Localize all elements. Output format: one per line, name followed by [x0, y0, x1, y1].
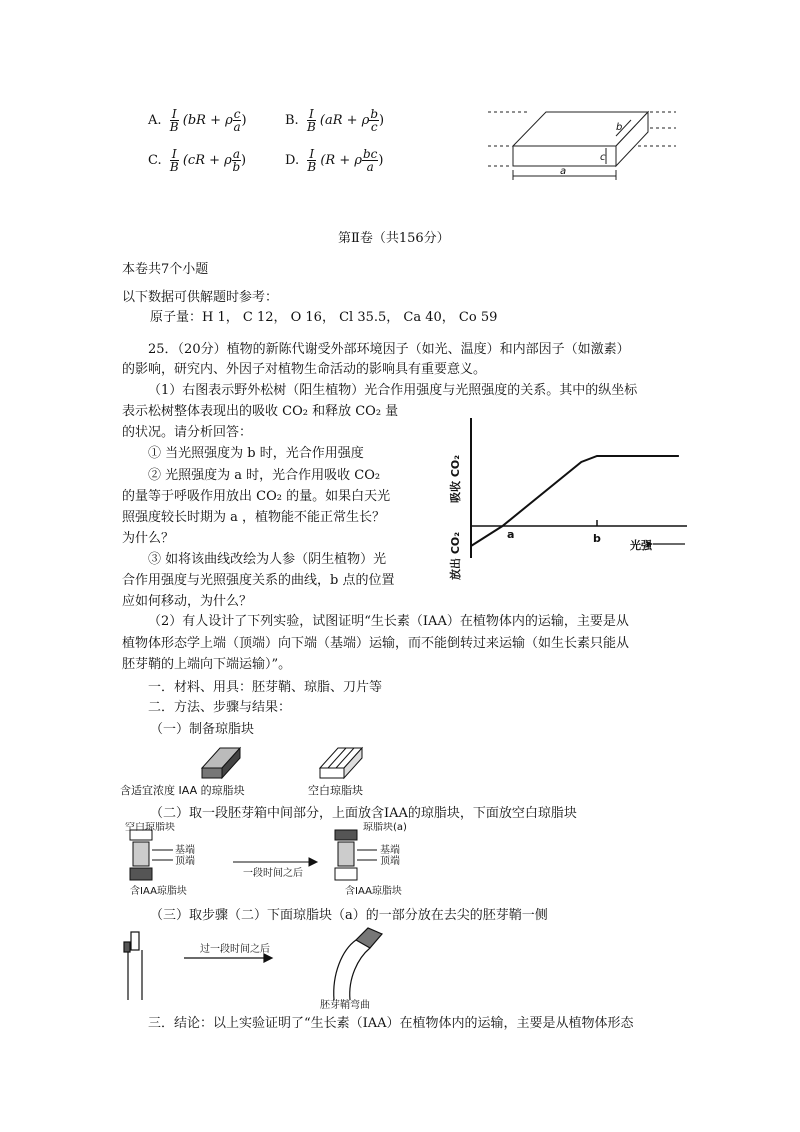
- series-line: [471, 456, 679, 546]
- q25-line6: ① 当光照强度为 b 时，光合作用强度: [148, 446, 364, 461]
- x-label: 光强: [630, 539, 652, 552]
- y-label-bottom: 放出 CO₂: [449, 531, 462, 580]
- intro-reference: 以下数据可供解题时参考：: [122, 290, 279, 305]
- q25-line8: 的量等于呼吸作用放出 CO₂ 的量。如果白天光: [122, 489, 391, 504]
- step2-bottom-label: 含IAA琼脂块: [130, 886, 187, 897]
- step3-caption: 胚芽鞘弯曲: [320, 1000, 370, 1010]
- label-a: a: [560, 166, 567, 177]
- atomic-mass: 原子量：H 1， C 12， O 16， Cl 35.5， Ca 40， Co 59: [150, 310, 498, 325]
- q25-line15: 植物体形态学上端（顶端）向下端（基端）运输，而不能倒转过来运输（如生长素只能从: [122, 636, 630, 651]
- step2-lower-label: 顶端: [175, 856, 195, 867]
- q25-line13: 应如何移动，为什么？: [122, 594, 253, 609]
- label-c: c: [600, 152, 606, 163]
- step2-arrow-label: 一段时间之后: [243, 868, 303, 879]
- step2-r-top-label: 琼脂块(a): [363, 822, 407, 833]
- y-label-top: 吸收 CO₂: [449, 454, 462, 503]
- q25-line10: 为什么？: [122, 531, 175, 546]
- q25-line3: （1）右图表示野外松树（阳生植物）光合作用强度与光照强度的关系。其中的纵坐标: [148, 383, 638, 398]
- q25-line4: 表示松树整体表现出的吸收 CO₂ 和释放 CO₂ 量: [122, 404, 399, 419]
- q25-line14: （2）有人设计了下列实验，试图证明“生长素（IAA）在植物体内的运输，主要是从: [148, 614, 629, 629]
- intro-count: 本卷共7个小题: [122, 262, 209, 277]
- q25-line7: ② 光照强度为 a 时，光合作用吸收 CO₂: [148, 468, 381, 483]
- step1-label-b: 空白琼脂块: [308, 784, 363, 797]
- step2-upper-label: 基端: [175, 845, 195, 856]
- option-a: A. $\frac{I}{B}$ (bR + ρ $\frac{c}{a}$ ): [148, 107, 247, 134]
- q25-line12: 合作用强度与光照强度关系的曲线，b 点的位置: [122, 573, 395, 588]
- step2-title: （二）取一段胚芽箱中间部分，上面放含IAA的琼脂块，下面放空白琼脂块: [150, 806, 577, 821]
- tick-b: b: [593, 532, 601, 545]
- step2-r-lower-label: 顶端: [380, 856, 400, 867]
- q25-line17: 一．材料、用具：胚芽鞘、琼脂、刀片等: [148, 680, 383, 695]
- q25-line2: 的影响，研究内、外因子对植物生命活动的影响具有重要意义。: [122, 362, 487, 377]
- option-b: B. $\frac{I}{B}$ (aR + ρ $\frac{b}{c}$ ): [285, 107, 385, 134]
- step1-label-a: 含适宜浓度 IAA 的琼脂块: [120, 784, 245, 797]
- step2-r-upper-label: 基端: [380, 845, 400, 856]
- q25-line5: 的状况。请分析回答：: [122, 425, 253, 440]
- q25-line1: 25．（20分）植物的新陈代谢受外部环境因子（如光、温度）和内部因子（如激素）: [148, 342, 630, 357]
- tick-a: a: [507, 528, 515, 541]
- step2-r-bottom-label: 含IAA琼脂块: [345, 886, 402, 897]
- step1-figure: [120, 738, 400, 798]
- q25-line18: 二．方法、步骤与结果：: [148, 700, 292, 715]
- option-c: C. $\frac{I}{B}$ (cR + ρ $\frac{a}{b}$ ): [148, 147, 247, 174]
- step3-title: （三）取步骤（二）下面琼脂块（a）的一部分放在去尖的胚芽鞘一侧: [150, 908, 548, 923]
- step1-title: （一）制备琼脂块: [150, 722, 255, 737]
- block-figure: [488, 100, 678, 190]
- label-b: b: [616, 122, 623, 133]
- section-title: 第Ⅱ卷（共156分）: [338, 231, 450, 246]
- q25-line9: 照强度较长时期为 a ，植物能不能正常生长？: [122, 510, 386, 525]
- step3-arrow-label: 过一段时间之后: [200, 944, 270, 955]
- conclusion: 三．结论：以上实验证明了“生长素（IAA）在植物体内的运输，主要是从植物体形态: [148, 1016, 634, 1031]
- photosynthesis-chart: [425, 408, 695, 588]
- step2-figure: [125, 822, 445, 902]
- step3-figure: [120, 924, 420, 1010]
- q25-line11: ③ 如将该曲线改绘为人参（阴生植物）光: [148, 552, 387, 567]
- q25-line16: 胚芽鞘的上端向下端运输）”。: [122, 657, 292, 672]
- step2-top-label: 空白琼脂块: [125, 822, 175, 833]
- option-d: D. $\frac{I}{B}$ (R + ρ $\frac{bc}{a}$ ): [285, 147, 384, 174]
